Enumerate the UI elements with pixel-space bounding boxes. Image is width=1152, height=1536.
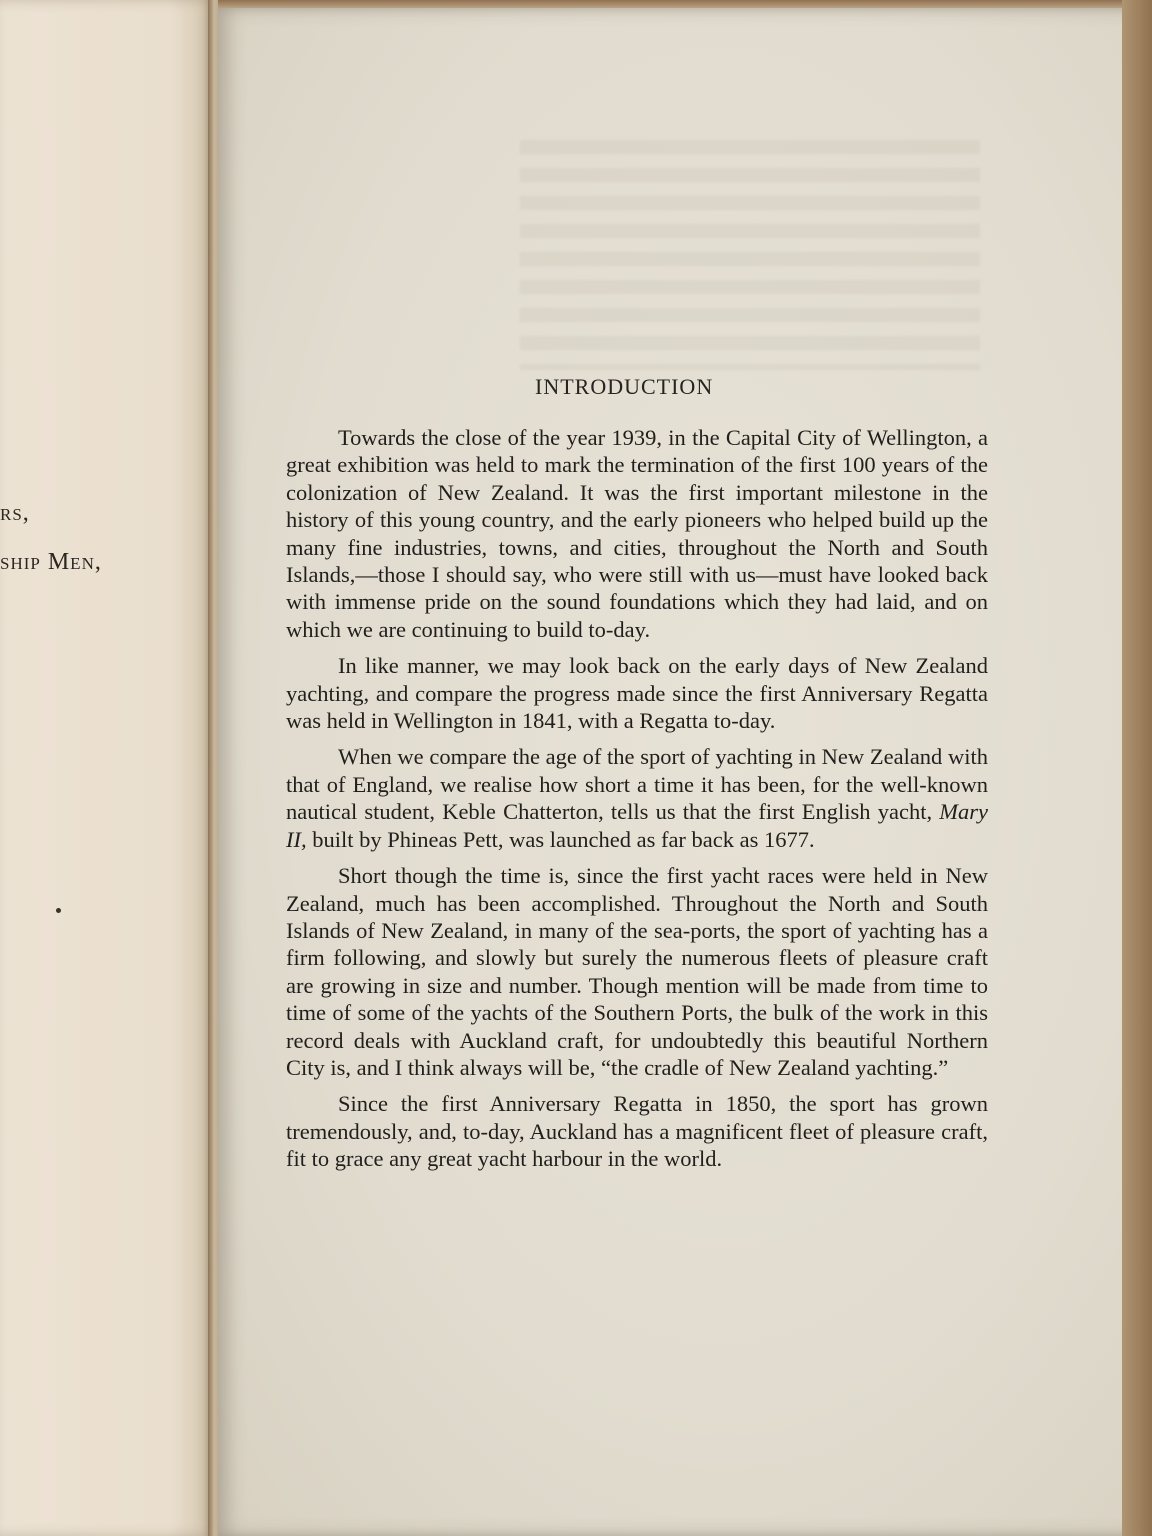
body-text (286, 424, 988, 1173)
paragraph-5: Since the first Anniversary Regatta in 1850, the sport has grown tremendously, and, to-day, Auckland has a magnificent fleet of pleasure craft, fit to grace any great yacht harbour in the world. (286, 1091, 988, 1172)
cover-right-edge (1122, 0, 1152, 1536)
paragraph-3 (286, 743, 988, 853)
left-page-mark (56, 908, 61, 913)
paragraph-1: Towards the close of the year 1939, in the Capital City of Wellington, a great exhibition was held to mark the termination of the first 100 years of the colonization of New Zealand. It was the first important milestone in the history of this young country, and the early pioneers who helped build up the many fine industries, towns, and cities, throughout the North and South Islands,—those I should say, who were still with us—must have looked back with immense pride on the sound foundations which they had laid, and on which we are continuing to build to-day. (286, 425, 988, 642)
left-page-line-1: rs, (0, 500, 30, 526)
yacht-name: Mary II, (286, 799, 988, 852)
paragraph-3-part-2: built by Phineas Pett, was launched as far back as 1677. (306, 826, 815, 852)
paragraph-4: Short though the time is, since the first yacht races were held in New Zealand, much has been accomplished. Throughout the North and South Islands of New Zealand, in many of the sea-ports, the sport of yachting has a firm following, and slowly but surely the numerous fleets of pleasure craft are growing in size and number. Though mention will be made from time to time of some of the yachts of the Southern Ports, the bulk of the work in this record deals with Auckland craft, for undoubtedly this beautiful Northern City is, and I think always will be, “the cradle of New Zealand yachting.” (286, 863, 988, 1080)
paragraph-3-part-1: When we compare the age of the sport of yachting in New Zealand with that of England, we realise how short a time it has been, for the well-known nautical student, Keble Chatterton, tells us that the first English yacht, (286, 744, 988, 825)
left-facing-page (0, 0, 212, 1536)
show-through-text (520, 140, 980, 370)
paragraph-2: In like manner, we may look back on the early days of New Zealand yachting, and compare the progress made since the first Anniversary Regatta was held in Wellington in 1841, with a Regatta to-day. (286, 653, 988, 734)
page-title: INTRODUCTION (535, 374, 714, 399)
left-page-line-2: ship Men, (0, 549, 102, 575)
